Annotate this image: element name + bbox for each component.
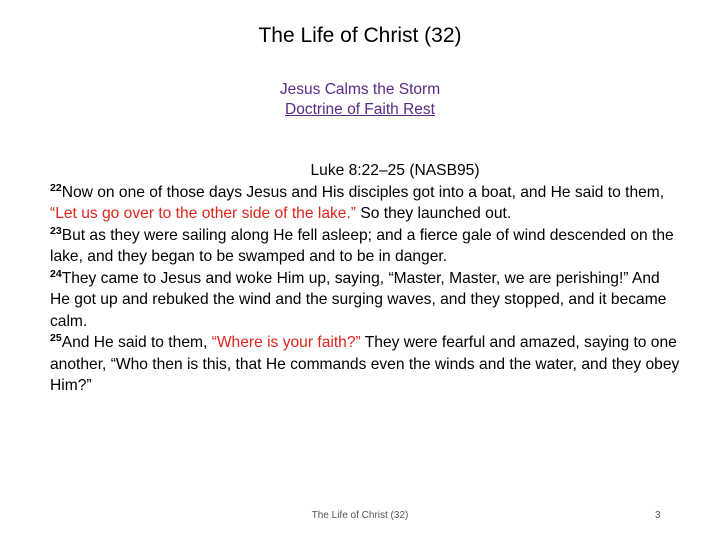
verse-text: Now on one of those days Jesus and His disciples got into a boat, and He said to them, [61,183,665,201]
verse [50,332,680,397]
verse-number: 25 [50,331,62,344]
verse-text: But as they were sailing along He fell asleep; and a fierce gale of wind descended on the lake, and they began to be swamped and to be in danger. [50,226,674,265]
page-title: The Life of Christ (32) [258,24,462,47]
verse [50,182,680,225]
verse-number: 24 [50,267,62,280]
red-letter-text: “Where is your faith?” [211,334,361,351]
subtitle-line-1: Jesus Calms the Storm [279,81,441,98]
verse [50,225,680,268]
scripture-reference: Luke 8:22–25 (NASB95) [310,162,480,179]
subtitle [0,80,720,120]
verse-list [50,182,680,397]
verse-text: They were fearful and amazed, saying to one another, “Who then is this, that He commands even the winds and the water, and they obey Him?” [50,334,680,394]
scripture-body [50,160,680,397]
verse-number: 23 [50,224,62,237]
verse-text: So they launched out. [356,205,512,222]
footer-text: The Life of Christ (32) [311,510,409,521]
verse-number: 22 [50,181,62,194]
verse [50,268,680,333]
verse-text: They came to Jesus and woke Him up, saying, “Master, Master, we are perishing!” And He got up and rebuked the wind and the surging waves, and they stopped, and it became calm. [50,269,667,330]
verse-text: And He said to them, [61,334,212,351]
page-number: 3 [655,510,661,521]
red-letter-text: “Let us go over to the other side of the lake.” [50,205,356,222]
subtitle-line-2: Doctrine of Faith Rest [285,101,435,118]
